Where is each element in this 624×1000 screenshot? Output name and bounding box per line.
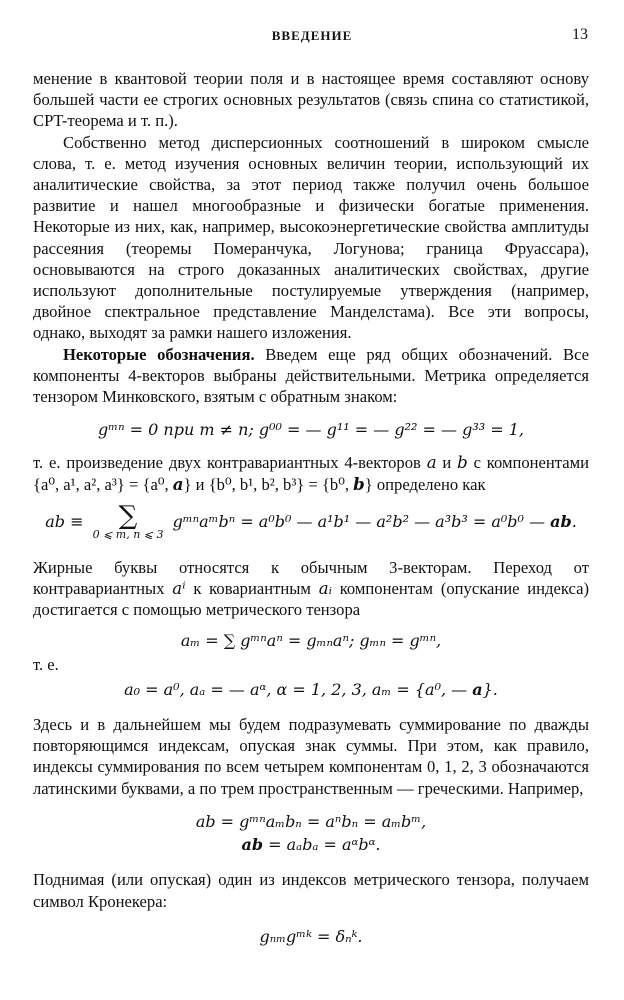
- sum-sign: ∑: [118, 500, 138, 531]
- vector-a-bold: a: [172, 473, 184, 494]
- contravariant-a: aⁱ: [172, 579, 186, 599]
- running-head: ВВЕДЕНИЕ: [271, 28, 353, 43]
- equation-kronecker: gₙₘgᵐᵏ = δₙᵏ.: [259, 926, 363, 946]
- paragraph-summation: Здесь и в дальнейшем мы будем подразумевать суммирование по дважды повторяющимся индексам, опуская знак суммы. При этом, как правило, индексы суммирования по всем четырем компонентам 0, 1, 2, 3 обозначаются латинскими буквами, а по трем пространственным — греческими. Например,: [33, 715, 589, 798]
- paragraph-dispersion-method: Собственно метод дисперсионных соотношений в широком смысле слова, т. е. метод изучения основных величин теории, использующий их аналитические свойства, за этот период также получил очень большое развитие и нашел многообразные и физически богатые применения. Некоторые из них, как, например, высокоэнергетические свойства амплитуды рассеяния (теоремы Померанчука, Логунова; граница Фруассара), основываются на строго доказанных аналитических свойствах, другие используют дополнительные постулируемые утверждения (например, двойное спектральное представление Манделстама). Все эти вопросы, однако, выходят за рамки нашего изложения.: [33, 132, 589, 343]
- product-text-4: } определено как: [364, 474, 486, 494]
- summation-2-text: = aₐbₐ = aᵅbᵅ.: [263, 835, 381, 855]
- var-b: b: [457, 453, 468, 473]
- summation-bold-ab: ab: [241, 835, 264, 855]
- bold-letters-text-3: компонентам (опускание индекса) достигается с помощью метрического тензора: [33, 579, 589, 620]
- page-number: 13: [572, 26, 588, 43]
- paragraph-continuation: менение в квантовой теории поля и в настоящее время составляют основу большей части ее строгих основных результатов (связь спина со статистикой, CPT-теорема и т. п.).: [33, 69, 589, 131]
- equation-scalar-product: ab ≡ ∑ 0 ⩽ m, n ⩽ 3 gᵐⁿaᵐbⁿ = a⁰b⁰ — a¹b¹ — a²b² — a³b³ = a⁰b⁰ — ab.: [45, 500, 577, 541]
- paragraph-kronecker: Поднимая (или опуская) один из индексов метрического тензора, получаем символ Кронекера:: [33, 870, 589, 911]
- product-rhs: gᵐⁿaᵐbⁿ = a⁰b⁰ — a¹b¹ — a²b² — a³b³ = a⁰b⁰ —: [172, 511, 551, 531]
- product-text-2: с компонентами {a⁰, a¹, a², a³} = {a⁰,: [33, 453, 589, 494]
- components-bold-a: a: [472, 679, 483, 699]
- section-heading-notation: Некоторые обозначения.: [63, 344, 255, 364]
- components-end: }.: [482, 679, 498, 699]
- equation-summation-2: [33, 834, 589, 855]
- components-text: a₀ = a⁰, aₐ = — aᵅ, α = 1, 2, 3, aₘ = {a⁰, —: [124, 679, 473, 699]
- sum-limits: 0 ⩽ m, n ⩽ 3: [92, 527, 164, 541]
- var-a: a: [426, 453, 437, 473]
- equation-summation-1: ab = gᵐⁿaₘbₙ = aⁿbₙ = aₘbᵐ,: [195, 811, 427, 831]
- bold-letters-text-2: к ковариантным: [185, 579, 319, 599]
- page-body: [33, 68, 589, 947]
- page-header: [0, 26, 624, 50]
- product-bold-ab: ab: [550, 511, 572, 531]
- label-te: т. е.: [33, 654, 59, 674]
- paragraph-product: [33, 452, 589, 494]
- product-text-1: т. е. произведение двух контравариантных 4-векторов: [33, 453, 427, 473]
- product-and: и: [436, 453, 458, 473]
- bold-letters-text-1: Жирные буквы относятся к обычным 3-векторам. Переход от контравариантных: [33, 557, 589, 599]
- product-lhs: ab ≡: [45, 511, 84, 531]
- vector-b-bold: b: [353, 473, 365, 494]
- product-text-3: } и {b⁰, b¹, b², b³} = {b⁰,: [183, 474, 354, 494]
- equation-metric: gᵐⁿ = 0 при m ≠ n; g⁰⁰ = — g¹¹ = — g²² = — g³³ = 1,: [98, 420, 524, 440]
- equation-lowering: aₘ = ∑ gᵐⁿaⁿ = gₘₙaⁿ; gₘₙ = gᵐⁿ,: [180, 631, 442, 651]
- notation-text: Введем еще ряд общих обозначений. Все компоненты 4-векторов выбраны действительными. Метрика определяется тензором Минковского, взятым с обратным знаком:: [33, 344, 589, 407]
- paragraph-bold-letters: [33, 557, 589, 621]
- equation-components: [33, 679, 589, 700]
- covariant-a: aᵢ: [318, 579, 332, 599]
- paragraph-notation: [33, 344, 589, 408]
